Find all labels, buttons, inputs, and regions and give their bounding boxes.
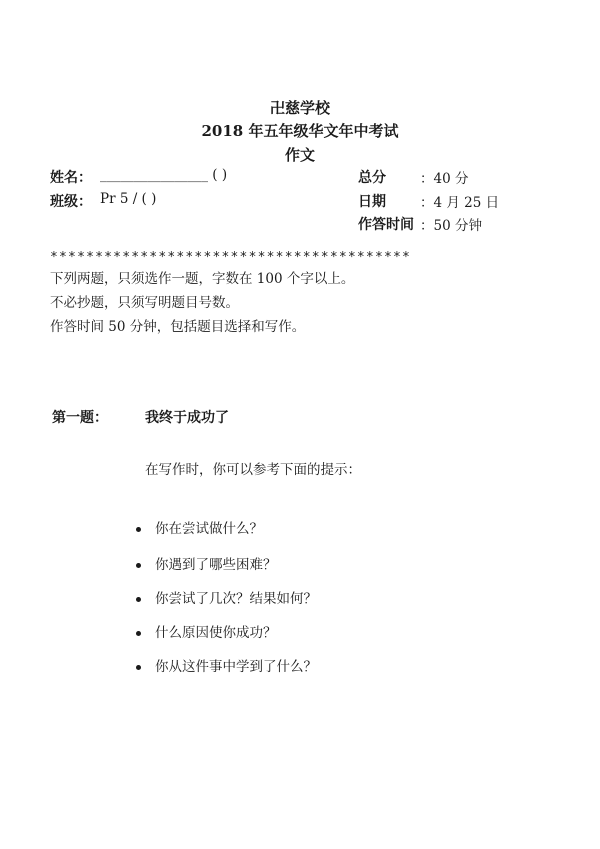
name-line: ________________ ( ) [100,167,228,183]
class-value: Pr 5 / ( ) [100,191,157,207]
subject-title: 作文 [284,146,315,164]
total-label: 总分 [358,170,386,186]
list-item [136,621,277,641]
total-value: ：40 分 [420,171,469,187]
instruction-line: 下列两题，只须选作一题，字数在 100 个字以上。 [50,271,355,287]
bullet-icon [136,631,141,636]
instruction-line: 不必抄题，只须写明题目号数。 [50,295,239,311]
list-item [136,553,277,573]
date-value: ：4 月 25 日 [420,195,500,211]
time-value: ：50 分钟 [420,218,482,234]
date-label: 日期 [358,194,386,210]
instruction-line: 作答时间 50 分钟，包括题目选择和写作。 [50,319,306,335]
time-label: 作答时间 [358,217,414,233]
question-title: 我终于成功了 [145,410,229,426]
list-item [136,517,263,537]
hint-text: 你遇到了哪些困难？ [155,557,277,573]
bullet-icon [136,597,141,602]
question-label: 第一题： [52,410,108,426]
hint-intro: 在写作时，你可以参考下面的提示： [145,462,361,478]
list-item [136,655,317,675]
name-label: 姓名： [50,170,92,186]
list-item [136,587,317,607]
exam-title: 2018 年五年级华文年中考试 [201,122,399,140]
school-name: 卍慈学校 [269,99,330,117]
class-label: 班级： [50,194,92,210]
hint-text: 你在尝试做什么？ [155,521,263,537]
hint-text: 你从这件事中学到了什么？ [155,659,317,675]
hint-text: 你尝试了几次？结果如何？ [155,591,317,607]
star-separator: **************************************** [50,250,412,265]
hint-text: 什么原因使你成功？ [155,625,277,641]
bullet-icon [136,563,141,568]
bullet-icon [136,527,141,532]
bullet-icon [136,665,141,670]
